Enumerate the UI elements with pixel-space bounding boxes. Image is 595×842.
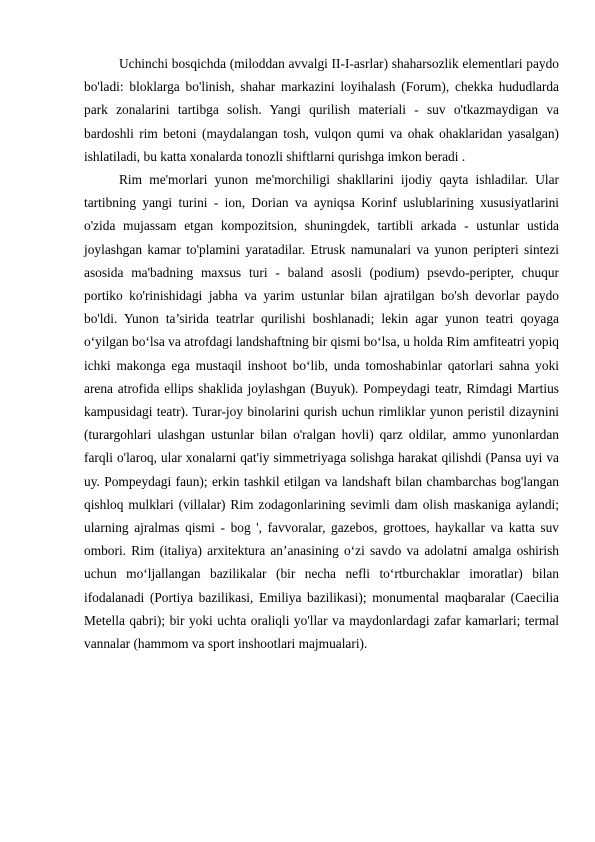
document-page <box>84 52 559 655</box>
body-paragraph-2: Rim me'morlari yunon me'morchiligi shakllarini ijodiy qayta ishladilar. Ular tartibning yangi turini - ion, Dorian va ayniqsa Korinf uslublarining xususiyatlarini o'zida mujassam etgan kompozitsion, shuningdek, tartibli arkada - ustunlar ustida joylashgan kamar to'plamini yaratadilar. Etrusk namunalari va yunon peripteri sintezi asosida ma'badning maxsus turi - baland asosli (podium) psevdo-peripter, chuqur portiko ko'rinishidagi jabha va yarim ustunlar bilan ajratilgan bo'sh devorlar paydo bo'ldi. Yunon ta’sirida teatrlar qurilishi boshlanadi; lekin agar yunon teatri qoyaga o‘yilgan bo‘lsa va atrofdagi landshaftning bir qismi bo‘lsa, u holda Rim amfiteatri yopiq ichki makonga ega mustaqil inshoot bo‘lib, unda tomoshabinlar qatorlari sahna yoki arena atrofida ellips shaklida joylashgan (Buyuk). Pompeydagi teatr, Rimdagi Martius kampusidagi teatr). Turar-joy binolarini qurish uchun rimliklar yunon peristil dizaynini (turargohlari ulashgan ustunlar bilan o'ralgan hovli) qarz oldilar, ammo yunonlardan farqli o'laroq, ular xonalarni qat'iy simmetriyaga solishga harakat qilishdi (Pansa uyi va uy. Pompeydagi faun); erkin tashkil etilgan va landshaft bilan chambarchas bog'langan qishloq mulklari (villalar) Rim zodagonlarining sevimli dam olish maskaniga aylandi; ularning ajralmas qismi - bog ', favvoralar, gazebos, grottoes, haykallar va katta suv ombori. Rim (italiya) arxitektura an’anasining o‘zi savdo va adolatni amalga oshirish uchun mo‘ljallangan bazilikalar (bir necha nefli to‘rtburchaklar imoratlar) bilan ifodalanadi (Portiya bazilikasi, Emiliya bazilikasi); monumental maqbaralar (Caecilia Metella qabri); bir yoki uchta oraliqli yo'llar va maydonlardagi zafar kamarlari; termal vannalar (hammom va sport inshootlari majmualari). <box>84 172 559 652</box>
body-paragraph-1: Uchinchi bosqichda (miloddan avvalgi II-I-asrlar) shaharsozlik elementlari paydo bo'ladi: bloklarga bo'linish, shahar markazini loyihalash (Forum), chekka hududlarda park zonalarini tartibga solish. Yangi qurilish materiali - suv o'tkazmaydigan va bardoshli rim betoni (maydalangan tosh, vulqon qumi va ohak ohaklaridan yasalgan) ishlatiladi, bu katta xonalarda tonozli shiftlarni qurishga imkon beradi . <box>84 56 559 164</box>
